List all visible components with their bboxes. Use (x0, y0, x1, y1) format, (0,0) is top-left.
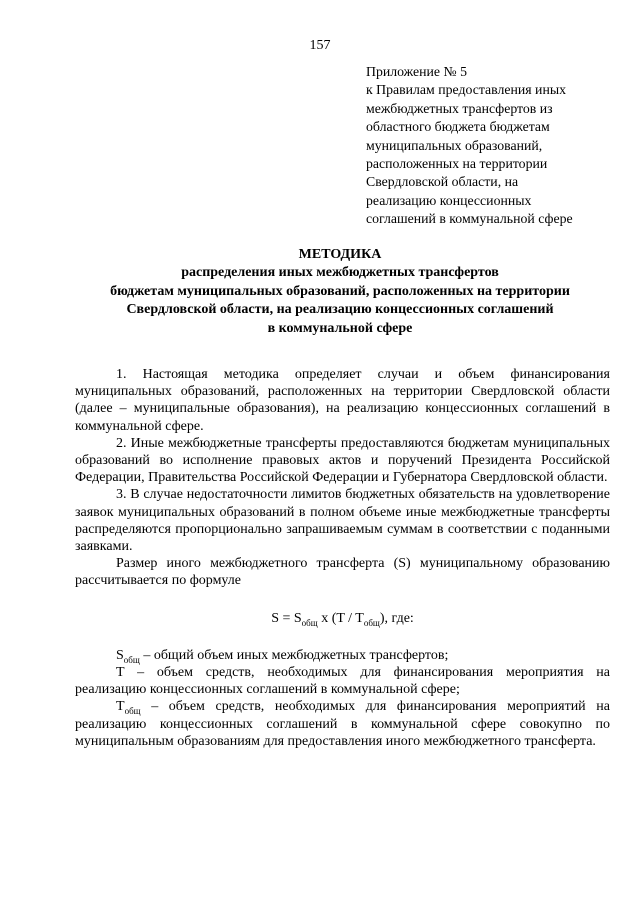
annex-line: межбюджетных трансфертов из (366, 100, 553, 116)
formula-rhs: ), где: (379, 610, 414, 626)
paragraph-2: 2. Иные межбюджетные трансферты предоставляются бюджетам муниципальных образований во исполнение правовых актов и поручений Президента Российской Федерации, Правительства Российской Федерации и Губернатора Свердловской области. (75, 435, 610, 486)
annex-line: к Правилам предоставления иных (366, 82, 566, 98)
definition-t-total (75, 698, 610, 750)
page-number: 157 (309, 38, 331, 53)
annex-header (366, 63, 616, 229)
formula-subscript: общ (301, 617, 318, 628)
formula-lhs: S = S (271, 610, 302, 626)
definition-t (75, 664, 610, 698)
definition-subscript: общ (124, 706, 141, 717)
definition-symbol: T (116, 699, 125, 715)
annex-line: Приложение № 5 (366, 64, 468, 79)
definition-s-total (75, 647, 610, 664)
formula-mid: x (T / T (317, 610, 364, 626)
heading-line: Свердловской области, на реализацию концессионных соглашений (126, 302, 554, 318)
definition-text: – объем средств, необходимых для финансирования мероприятий на реализацию концессионных соглашений в коммунальной сфере совокупно по муниципальным образованиям для предоставления иного межбюджетного трансферта. (75, 699, 610, 749)
annex-line: Свердловской области, на (366, 174, 519, 190)
annex-line: муниципальных образований, (366, 137, 543, 153)
paragraph-3: 3. В случае недостаточности лимитов бюджетных обязательств на удовлетворение заявок муниципальных образований в полном объеме иные межбюджетные трансферты распределяются пропорционально запрашиваемым суммам в соответствии с поданными заявками. (75, 487, 610, 555)
definition-subscript: общ (123, 654, 140, 665)
annex-line: соглашений в коммунальной сфере (366, 211, 573, 227)
definition-text: – общий объем иных межбюджетных трансфертов; (139, 647, 449, 663)
heading-line: в коммунальной сфере (267, 320, 413, 336)
annex-line: расположенных на территории (366, 156, 548, 172)
heading-line: бюджетам муниципальных образований, расположенных на территории (110, 283, 570, 299)
definition-text: – объем средств, необходимых для финансирования мероприятия на реализацию концессионных соглашений в коммунальной сфере; (75, 665, 610, 698)
document-title: МЕТОДИКА (298, 247, 382, 262)
document-heading (60, 246, 620, 338)
formula-subscript: общ (363, 617, 380, 628)
definition-symbol: S (116, 647, 124, 663)
paragraph-formula-intro: Размер иного межбюджетного трансферта (S) муниципальному образованию рассчитывается по формуле (75, 556, 610, 589)
paragraph-1: 1. Настоящая методика определяет случаи и объем финансирования муниципальных образований, расположенных на территории Свердловской области (далее – муниципальные образования), на реализацию концессионных соглашений в коммунальной сфере. (75, 367, 610, 434)
annex-line: реализацию концессионных (366, 192, 532, 208)
heading-line: распределения иных межбюджетных трансфертов (181, 265, 499, 281)
document-body (75, 366, 610, 750)
annex-line: областного бюджета бюджетам (366, 119, 550, 135)
formula (75, 610, 610, 627)
definition-symbol: T (116, 665, 125, 681)
